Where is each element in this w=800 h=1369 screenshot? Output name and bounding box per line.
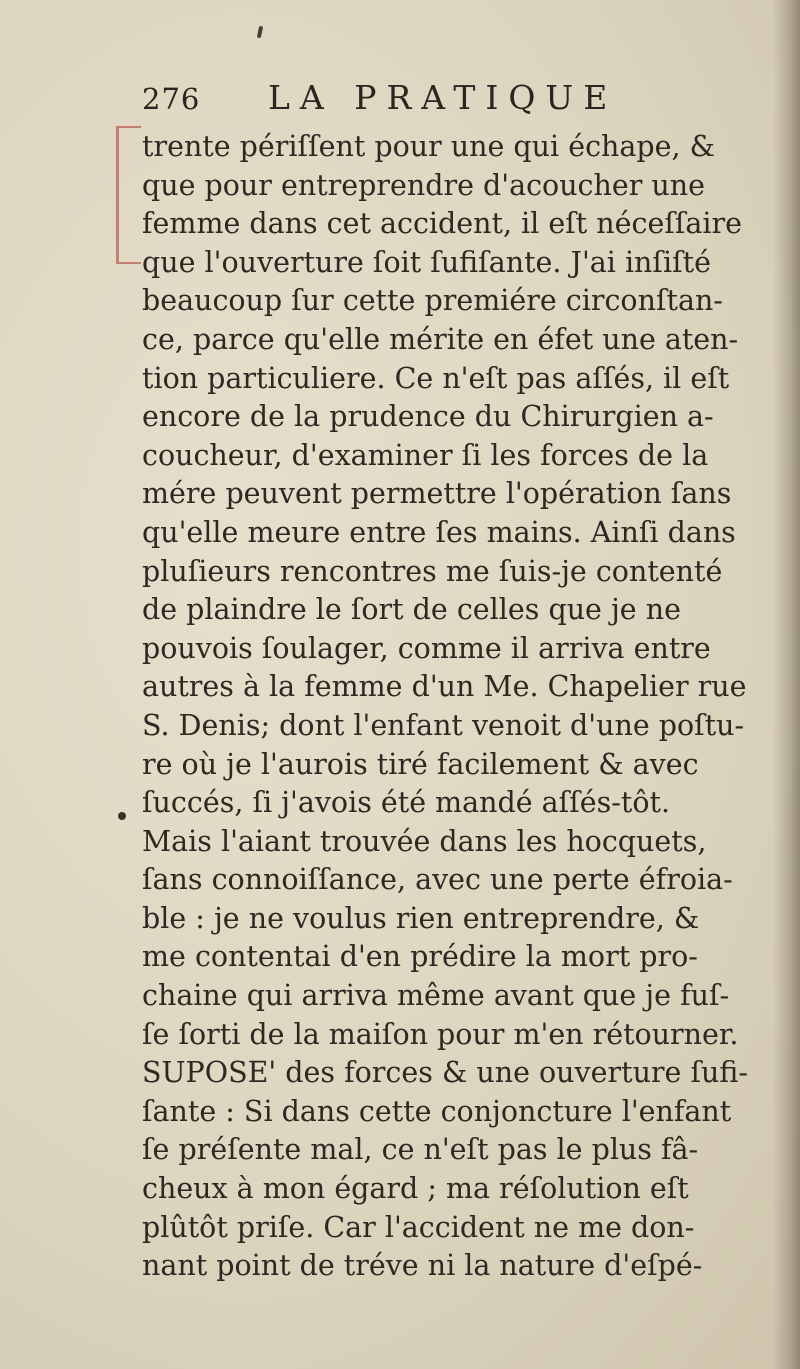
text-line: me contentai d'en prédire la mort pro-: [142, 940, 698, 974]
text-line: pouvois ſoulager, comme il arriva entre: [142, 631, 711, 665]
text-line: ſans connoiſſance, avec une perte éfroia-: [142, 863, 733, 897]
page-gutter-shadow: [772, 0, 800, 1369]
text-line: mére peuvent permettre l'opération ſans: [142, 477, 732, 511]
text-line: nant point de tréve ni la nature d'eſpé-: [142, 1249, 703, 1283]
text-line: ble : je ne voulus rien entreprendre, &: [142, 901, 700, 935]
margin-dot-mark: [118, 812, 126, 820]
text-line: que pour entreprendre d'acoucher une: [142, 168, 706, 202]
text-line: ce, parce qu'elle mérite en éfet une aten-: [142, 322, 739, 356]
text-line: Mais l'aiant trouvée dans les hocquets,: [142, 824, 707, 858]
text-line: chaine qui arriva même avant que je fuſ-: [142, 979, 730, 1013]
page-number: 276: [142, 82, 201, 116]
text-line: S. Denis; dont l'enfant venoit d'une poſtu-: [142, 708, 745, 742]
text-line: re où je l'aurois tiré facilement & avec: [142, 747, 699, 781]
text-line: femme dans cet accident, il eſt néceſſaire: [142, 207, 743, 241]
text-line: autres à la femme d'un Me. Chapelier rue: [142, 670, 747, 704]
text-line: ſe ſorti de la maiſon pour m'en rétourner.: [142, 1017, 739, 1051]
text-line: coucheur, d'examiner ſi les forces de la: [142, 438, 709, 472]
text-line: encore de la prudence du Chirurgien a-: [142, 400, 714, 434]
text-line: cheux à mon égard ; ma réſolution eſt: [142, 1172, 689, 1206]
text-line: beaucoup ſur cette premiére circonſtan-: [142, 284, 723, 318]
text-line: pluſieurs rencontres me ſuis-je contenté: [142, 554, 723, 588]
text-line: plûtôt priſe. Car l'accident ne me don-: [142, 1210, 695, 1244]
text-line: qu'elle meure entre ſes mains. Ainſi dans: [142, 515, 736, 549]
ink-mark: [257, 26, 263, 39]
text-line: trente périſſent pour une qui échape, &: [142, 130, 715, 163]
text-line: tion particuliere. Ce n'eſt pas aſſés, il eſt: [142, 361, 730, 395]
running-head: LA PRATIQUE: [268, 78, 618, 117]
text-line: SUPOSE' des forces & une ouverture ſufi-: [142, 1056, 749, 1090]
body-text: [142, 128, 767, 1286]
margin-bracket-mark: [116, 126, 141, 264]
text-line: de plaindre le ſort de celles que je ne: [142, 593, 681, 627]
text-line: que l'ouverture ſoit ſufiſante. J'ai inſiſté: [142, 245, 711, 279]
text-line: ſe préſente mal, ce n'eſt pas le plus fâ-: [142, 1133, 699, 1167]
text-line: ſante : Si dans cette conjoncture l'enfant: [142, 1094, 732, 1128]
page-header: [142, 78, 762, 126]
text-line: ſuccés, ſi j'avois été mandé aſſés-tôt.: [142, 786, 671, 820]
